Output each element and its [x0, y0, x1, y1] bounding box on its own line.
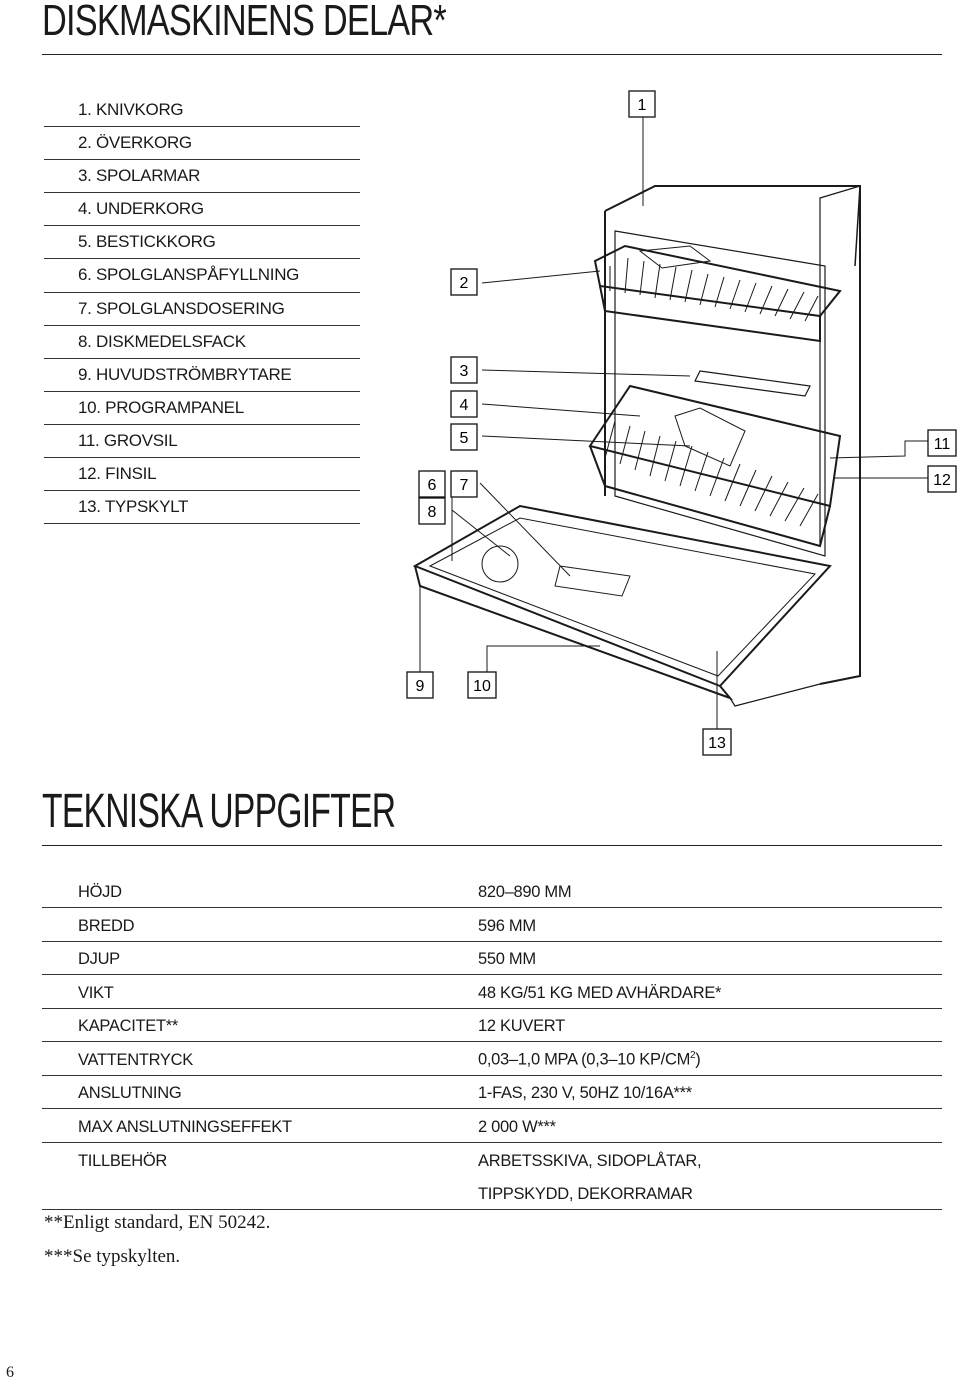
spec-label: VATTENTRYCK	[42, 1042, 478, 1076]
list-item: 3. SPOLARMAR	[44, 160, 360, 193]
list-item: 2. ÖVERKORG	[44, 127, 360, 160]
spec-label: HÖJD	[42, 874, 478, 908]
spec-label: BREDD	[42, 908, 478, 942]
page-number: 6	[6, 1364, 14, 1381]
spec-label-empty	[42, 1176, 478, 1210]
list-item: 1. KNIVKORG	[44, 94, 360, 127]
dishwasher-body	[415, 101, 928, 743]
list-item: 7. SPOLGLANSDOSERING	[44, 293, 360, 326]
list-item: 6. SPOLGLANSPÅFYLLNING	[44, 259, 360, 292]
spec-label: TILLBEHÖR	[78, 1151, 167, 1170]
spec-label: KAPACITET**	[42, 1008, 478, 1042]
spec-value: 12 KUVERT	[478, 1008, 942, 1042]
table-row	[42, 1109, 942, 1143]
spec-value: TIPPSKYDD, DEKORRAMAR	[478, 1176, 942, 1210]
table-row	[42, 941, 942, 975]
table-row	[42, 1008, 942, 1042]
spec-value: 2 000 W***	[478, 1109, 942, 1143]
callout-3	[451, 357, 477, 383]
footnote: ***Se typskylten.	[44, 1246, 181, 1267]
list-item: 12. FINSIL	[44, 458, 360, 491]
table-row	[42, 975, 942, 1009]
callout-5	[451, 424, 477, 450]
table-row	[42, 1142, 942, 1176]
spec-value: 596 MM	[478, 908, 942, 942]
section-title: TEKNISKA UPPGIFTER	[42, 785, 396, 838]
spec-label: ANSLUTNING	[42, 1075, 478, 1109]
callout-1	[629, 91, 655, 117]
list-item: 5. BESTICKKORG	[44, 226, 360, 259]
spec-label: DJUP	[42, 941, 478, 975]
callout-text: 11	[933, 436, 951, 453]
callout-10	[468, 672, 496, 698]
spec-value: 820–890 MM	[478, 874, 942, 908]
spec-value: 550 MM	[478, 941, 942, 975]
footnote: **Enligt standard, EN 50242.	[44, 1212, 271, 1233]
spec-value	[478, 1042, 942, 1076]
callout-11	[928, 430, 956, 456]
callout-text: 6	[427, 477, 437, 494]
spec-label: MAX ANSLUTNINGSEFFEKT	[42, 1109, 478, 1143]
callout-8	[419, 498, 445, 524]
section-rule	[42, 845, 942, 846]
callout-text: 13	[708, 735, 726, 752]
callout-7	[451, 471, 477, 497]
callout-text: 4	[459, 397, 469, 414]
callout-text: 12	[933, 472, 951, 489]
spec-value-superscript: 2	[690, 1050, 696, 1061]
list-item: 10. PROGRAMPANEL	[44, 392, 360, 425]
parts-list	[44, 94, 360, 524]
spec-value-text: 0,03–1,0 MPA (0,3–10 KP/CM	[478, 1050, 691, 1069]
title-rule	[42, 54, 942, 55]
callout-text: 7	[459, 477, 469, 494]
spec-label: VIKT	[42, 975, 478, 1009]
callout-9	[407, 672, 433, 698]
table-row	[42, 1075, 942, 1109]
table-row	[42, 1042, 942, 1076]
callout-text: 10	[473, 678, 491, 695]
callout-6	[419, 471, 445, 497]
spec-value-suffix: )	[695, 1050, 701, 1069]
specs-table	[42, 874, 942, 1210]
list-item: 8. DISKMEDELSFACK	[44, 326, 360, 359]
dishwasher-diagram	[400, 86, 960, 766]
table-row	[42, 908, 942, 942]
callout-text: 1	[637, 97, 647, 114]
list-item: 11. GROVSIL	[44, 425, 360, 458]
spec-value: ARBETSSKIVA, SIDOPLÅTAR,	[478, 1151, 702, 1170]
spec-value: 48 KG/51 KG MED AVHÄRDARE*	[478, 975, 942, 1009]
page-title: DISKMASKINENS DELAR*	[42, 0, 446, 45]
callout-13	[703, 729, 731, 755]
callout-text: 5	[459, 430, 469, 447]
callout-12	[928, 466, 956, 492]
callout-text: 3	[459, 363, 469, 380]
callout-4	[451, 391, 477, 417]
spec-value: 1-FAS, 230 V, 50HZ 10/16A***	[478, 1075, 942, 1109]
list-item: 4. UNDERKORG	[44, 193, 360, 226]
callout-text: 9	[415, 678, 425, 695]
callout-text: 2	[459, 275, 469, 292]
list-item: 9. HUVUDSTRÖMBRYTARE	[44, 359, 360, 392]
table-row	[42, 1176, 942, 1210]
callout-labels	[407, 91, 956, 755]
list-item: 13. TYPSKYLT	[44, 491, 360, 524]
callout-text: 8	[427, 504, 437, 521]
table-row	[42, 874, 942, 908]
callout-2	[451, 269, 477, 295]
